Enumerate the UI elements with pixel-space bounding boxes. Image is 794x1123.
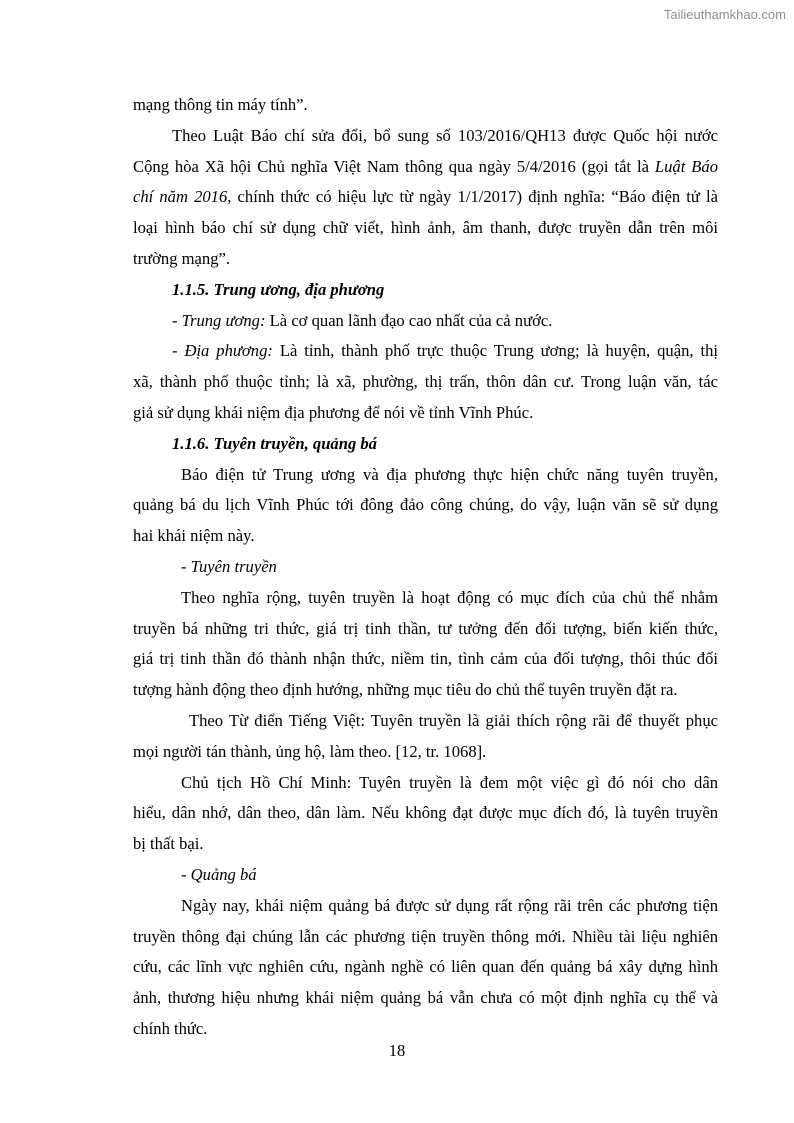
paragraph-intro xyxy=(133,460,718,552)
text-line: loại hình báo chí sử dụng chữ viết, hình ảnh, âm thanh, được truyền dẫn trên môi xyxy=(133,218,718,238)
term-italic: - Địa phương: xyxy=(172,341,273,361)
text-line xyxy=(133,306,718,337)
section-heading-1-1-6: 1.1.6. Tuyên truyền, quảng bá xyxy=(172,433,377,453)
text-line: xã, thành phố thuộc tỉnh; là xã, phường, thị trấn, thôn dân cư. Trong luận văn, tác xyxy=(133,372,718,392)
text-line: mọi người tán thành, ủng hộ, làm theo. [12, tr. 1068]. xyxy=(133,741,487,761)
text-line: Theo Luật Báo chí sửa đổi, bổ sung số 103/2016/QH13 được Quốc hội nước xyxy=(172,125,718,145)
subheading-promotion xyxy=(133,860,718,891)
paragraph-ho-chi-minh xyxy=(133,768,718,860)
subheading-italic: - Quảng bá xyxy=(181,864,257,884)
text-line: bị thất bại. xyxy=(133,834,204,854)
text-line: cứu, các lĩnh vực nghiên cứu, ngành nghề có liên quan đến quảng bá xây dựng hình xyxy=(133,957,718,977)
text-line xyxy=(133,860,718,891)
paragraph-central xyxy=(133,306,718,337)
text-line: Theo nghĩa rộng, tuyên truyền là hoạt động có mục đích của chủ thể nhằm xyxy=(181,587,718,607)
paragraph-press-law xyxy=(133,121,718,275)
text-line xyxy=(133,336,718,367)
watermark: Tailieuthamkhao.com xyxy=(663,7,786,22)
section-heading-1-1-5: 1.1.5. Trung ương, địa phương xyxy=(172,279,385,299)
paragraph-promotion xyxy=(133,891,718,1045)
text-line: Theo Từ điển Tiếng Việt: Tuyên truyền là giải thích rộng rãi để thuyết phục xyxy=(189,710,718,730)
text-line: hiểu, dân nhớ, dân theo, dân làm. Nếu không đạt được mục đích đó, là tuyên truyền xyxy=(133,803,718,823)
page-number: 18 xyxy=(388,1041,406,1060)
text-line: truyền bá những tri thức, giá trị tinh thần, tư tưởng đến đối tượng, biến kiến thức, xyxy=(133,618,718,638)
text-line xyxy=(133,182,718,213)
text-line xyxy=(133,552,718,583)
text-line xyxy=(133,152,718,183)
paragraph-dictionary xyxy=(133,706,718,768)
text-line: ảnh, thương hiệu nhưng khái niệm quảng bá vẫn chưa có một định nghĩa cụ thể và xyxy=(133,988,718,1008)
text-run: Là tỉnh, thành phố trực thuộc Trung ương; là huyện, quận, thị xyxy=(272,341,718,361)
text-line: trường mạng”. xyxy=(133,248,231,268)
law-title-italic: Luật Báo xyxy=(654,156,719,176)
document-body xyxy=(133,90,718,1045)
law-title-italic: chí năm 2016 xyxy=(133,187,228,207)
text-line: Ngày nay, khái niệm quảng bá được sử dụng rất rộng rãi trên các phương tiện xyxy=(181,895,718,915)
paragraph-continuation xyxy=(133,90,718,121)
text-line: truyền thông đại chúng lẫn các phương tiện truyền thông mới. Nhiều tài liệu nghiên xyxy=(133,926,718,946)
paragraph-local xyxy=(133,336,718,428)
text-line: quảng bá du lịch Vĩnh Phúc tới đông đảo công chúng, do vậy, luận văn sẽ sử dụng xyxy=(133,495,718,515)
text-run: Là cơ quan lãnh đạo cao nhất của cả nước. xyxy=(265,310,553,330)
text-line: giá trị tinh thần đó thành nhận thức, niềm tin, tình cảm của đối tượng, thôi thúc đối xyxy=(133,649,718,669)
text-line: Báo điện tử Trung ương và địa phương thực hiện chức năng tuyên truyền, xyxy=(181,464,718,484)
text-run: , chính thức có hiệu lực từ ngày 1/1/2017) định nghĩa: “Báo điện tử là xyxy=(227,187,718,207)
text-line: Chủ tịch Hồ Chí Minh: Tuyên truyền là đem một việc gì đó nói cho dân xyxy=(181,772,718,792)
text-run: Cộng hòa Xã hội Chủ nghĩa Việt Nam thông qua ngày 5/4/2016 (gọi tắt là xyxy=(133,156,655,176)
subheading-italic: - Tuyên truyền xyxy=(181,556,277,576)
term-italic: - Trung ương: xyxy=(172,310,266,330)
text-line: giả sử dụng khái niệm địa phương để nói về tỉnh Vĩnh Phúc. xyxy=(133,402,534,422)
text-line: mạng thông tin máy tính”. xyxy=(133,95,308,114)
text-line: chính thức. xyxy=(133,1018,208,1038)
text-line: tượng hành động theo định hướng, những mục tiêu do chủ thể tuyên truyền đặt ra. xyxy=(133,680,678,700)
paragraph-propaganda-broad xyxy=(133,583,718,706)
subheading-propaganda xyxy=(133,552,718,583)
text-line: hai khái niệm này. xyxy=(133,526,255,546)
